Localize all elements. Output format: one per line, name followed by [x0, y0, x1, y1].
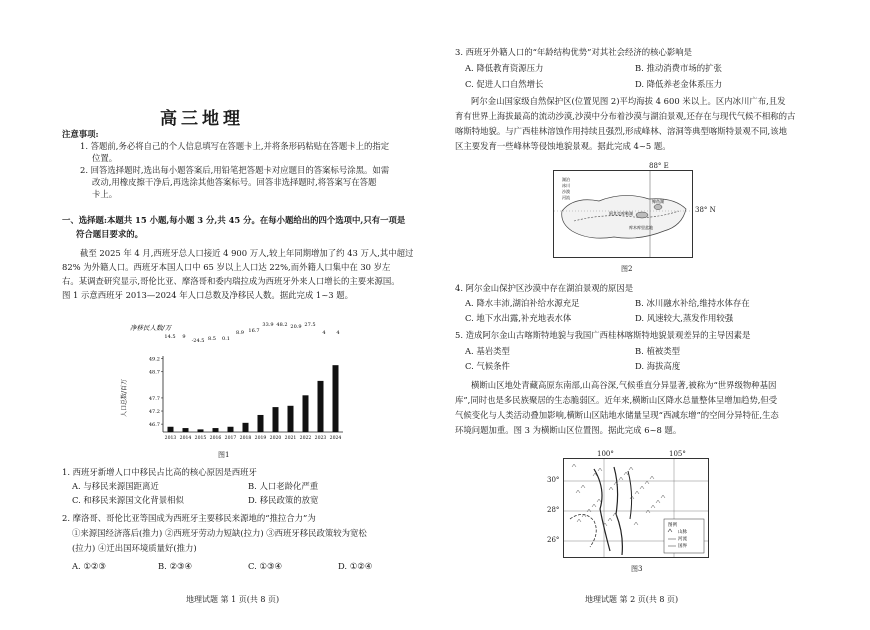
- mountain-symbol: [598, 468, 602, 471]
- passage2-line: 阿尔金山国家级自然保护区(位置见图 2)平均海拔 4 600 米以上。区内冰川广布,且发: [471, 96, 786, 106]
- population-bar: [333, 365, 339, 432]
- section-heading: 一、选择题:本题共 15 小题,每小题 3 分,共 45 分。在每小题给出的四个选项中,只有一项是: [62, 215, 406, 225]
- question-3: 3. 西班牙外籍人口的“年龄结构优势”对其社会经济的核心影响是: [455, 47, 692, 57]
- q2-option-b[interactable]: B. ②③④: [158, 561, 193, 571]
- net-migration-value: -24.5: [191, 338, 205, 344]
- lat-label: 26°: [547, 536, 560, 544]
- y-ticks: [149, 357, 163, 429]
- net-migration-value: 48.2: [276, 322, 288, 328]
- y-tick-label: 48.7: [148, 369, 160, 376]
- map-label: 鲸鱼湖: [652, 199, 664, 204]
- population-bar: [243, 423, 249, 432]
- legend-item: 湖泊: [562, 177, 570, 182]
- notice-heading: 注意事项:: [62, 129, 99, 139]
- passage-line: 截至 2025 年 4 月,西班牙总人口接近 4 900 万人,较上年同期增加了约 43 万人,其中超过: [80, 248, 414, 258]
- net-migration-value: 4: [322, 330, 326, 336]
- net-migration-value: 33.9: [262, 322, 274, 328]
- q3-option-d[interactable]: D. 降低养老金体系压力: [635, 79, 723, 89]
- population-bar: [258, 415, 264, 432]
- y-tick-label: 47.7: [148, 395, 160, 402]
- mountain-symbol: [656, 500, 660, 503]
- mountain-symbol: [635, 491, 639, 494]
- year-tick-label: 2017: [224, 436, 237, 441]
- figure2-map: [553, 170, 693, 258]
- mountain-symbol: [609, 487, 613, 490]
- legend-item: 沙漠: [562, 189, 570, 194]
- mountain-symbol: [651, 505, 655, 508]
- question-5: 5. 造成阿尔金山古喀斯特地貌与我国广西桂林喀斯特地貌景观差异的主导因素是: [455, 330, 751, 340]
- map-label: 库木库里盆地: [629, 225, 653, 230]
- year-tick-label: 2016: [209, 436, 222, 441]
- lon-label: 105°: [669, 450, 686, 458]
- question-4: 4. 阿尔金山保护区沙漠中存在湖泊景观的原因是: [455, 283, 634, 293]
- q2-statements: (拉力) ④迁出国环境质量好(推力): [72, 543, 197, 553]
- year-tick-label: 2022: [299, 436, 312, 441]
- mountain-symbol: [645, 481, 649, 484]
- net-migration-value: 14.5: [164, 334, 176, 340]
- net-migration-value: 8.9: [236, 330, 244, 336]
- year-tick-label: 2024: [329, 436, 342, 441]
- net-migration-value: 8.5: [208, 336, 216, 342]
- net-migration-value: 0.1: [222, 336, 230, 342]
- mountain-symbol: [581, 485, 585, 488]
- year-tick-label: 2013: [164, 436, 177, 441]
- legend-item: 山脉: [678, 530, 687, 535]
- mountain-symbol: [619, 477, 623, 480]
- q2-option-d[interactable]: D. ①②④: [338, 561, 373, 571]
- q3-option-c[interactable]: C. 促进人口自然增长: [465, 79, 544, 89]
- q5-option-a[interactable]: A. 基岩类型: [465, 346, 510, 356]
- lat-label: 28°: [547, 506, 560, 514]
- q5-option-c[interactable]: C. 气候条件: [465, 361, 510, 371]
- longitude-label: 88° E: [649, 162, 669, 170]
- passage3-line: 环境问题加重。图 3 为横断山区位置图。据此完成 6~8 题。: [455, 425, 682, 435]
- passage3-line: 库”,同时也是多民族聚居的生态脆弱区。近年来,横断山区降水总量整体呈增加趋势,但受: [455, 395, 778, 405]
- population-axis-label: 人口总数/百万: [121, 378, 128, 418]
- net-migration-value: 20.9: [290, 324, 302, 330]
- notice-line: 1. 答题前,务必将自己的个人信息填写在答题卡上,并将条形码粘贴在答题卡上的指定: [80, 141, 390, 151]
- river: [628, 471, 632, 519]
- mountain-symbol: [608, 518, 612, 521]
- population-bar: [273, 407, 279, 432]
- figure3-map: [563, 458, 709, 558]
- mountain-symbol: [629, 467, 633, 470]
- passage3-line: 气候变化与人类活动叠加影响,横断山区陆地水储量呈现“西减东增”的空间分异特征,生态: [455, 410, 779, 420]
- river: [594, 469, 610, 551]
- map-label: 阿其克库勒湖: [609, 211, 633, 216]
- mountain-symbol: [640, 486, 644, 489]
- q1-option-b[interactable]: B. 人口老龄化严重: [248, 481, 319, 491]
- q4-option-b[interactable]: B. 冰川融水补给,维持水体存在: [635, 298, 750, 308]
- population-bar: [213, 428, 219, 432]
- y-tick-label: 46.7: [148, 422, 160, 429]
- population-bar: [288, 406, 294, 432]
- q1-option-a[interactable]: A. 与移民来源国距离近: [72, 481, 159, 491]
- passage2-line: 区主要发育一些峰林等侵蚀地貌景观。据此完成 4~5 题。: [455, 141, 671, 151]
- population-bar: [303, 395, 309, 432]
- year-tick-label: 2021: [284, 436, 297, 441]
- mountain-symbol: [576, 490, 580, 493]
- question-1: 1. 西班牙新增人口中移民占比高的核心原因是西班牙: [62, 467, 257, 477]
- year-tick-label: 2023: [314, 436, 327, 441]
- exam-title: 高三地理: [160, 109, 244, 129]
- passage2-line: 喀斯特地貌。与广西桂林溶蚀作用持续且强烈,形成峰林、溶洞等典型喀斯特景观不同,该地: [455, 126, 787, 136]
- population-bar: [318, 381, 324, 432]
- mountain-symbol: [624, 472, 628, 475]
- net-migration-value: 9: [182, 334, 186, 340]
- q3-option-b[interactable]: B. 推动消费市场的扩张: [635, 63, 722, 73]
- passage2-line: 育有世界上海拔最高的流动沙漠,沙漠中分布着沙漠与湖泊景观,还存在与现代气候不相称的古: [455, 111, 796, 121]
- page-footer: 地理试题 第 1 页(共 8 页): [186, 595, 280, 604]
- reserve-boundary: [562, 195, 686, 238]
- mountain-symbol: [646, 510, 650, 513]
- legend-item: 国界: [678, 544, 687, 549]
- q4-option-a[interactable]: A. 降水丰沛,湖泊补给水源充足: [465, 298, 580, 308]
- q2-option-a[interactable]: A. ①②③: [72, 561, 106, 571]
- figure3-caption: 图3: [631, 565, 643, 573]
- passage3-line: 横断山区地处青藏高原东南部,山高谷深,气候垂直分异显著,被称为“世界级物种基因: [471, 380, 777, 390]
- passage-line: 82% 为外籍人口。西班牙本国人口中 65 岁以上人口达 22%,而外籍人口集中在 30 岁左: [62, 262, 391, 272]
- page-footer: 地理试题 第 2 页(共 8 页): [585, 595, 679, 604]
- net-migration-label: 净移民人数/万: [130, 324, 172, 332]
- section-heading: 符合题目要求的。: [76, 229, 143, 239]
- mountain-symbol: [650, 476, 654, 479]
- y-tick-label: 49.2: [148, 356, 160, 363]
- lon-label: 100°: [597, 450, 614, 458]
- notice-line: 卡上。: [92, 189, 118, 199]
- legend-item: 图例: [668, 523, 677, 528]
- q4-option-d[interactable]: D. 风速较大,蒸发作用较强: [635, 313, 734, 323]
- question-2: 2. 摩洛哥、哥伦比亚等国成为西班牙主要移民来源地的“推拉合力”为: [62, 513, 316, 523]
- figure1-chart: [118, 308, 358, 448]
- right-page: [435, 0, 870, 630]
- q1-option-c[interactable]: C. 和移民来源国文化背景相似: [72, 495, 184, 505]
- mountain-symbol: [597, 499, 601, 502]
- q1-option-d[interactable]: D. 移民政策的放宽: [248, 495, 319, 505]
- lat-label: 30°: [547, 476, 560, 484]
- mountain-symbol: [572, 464, 576, 467]
- mountain-symbol: [661, 495, 665, 498]
- q2-statements: ①来源国经济落后(推力) ②西班牙劳动力短缺(拉力) ③西班牙移民政策较为宽松: [72, 528, 367, 538]
- population-bar: [198, 429, 204, 432]
- y-tick-label: 47.2: [148, 409, 160, 416]
- net-migration-value: 16.7: [248, 328, 260, 334]
- border: [570, 514, 596, 547]
- population-bar: [228, 427, 234, 432]
- year-tick-label: 2014: [179, 436, 192, 441]
- legend-item: 河流: [678, 537, 687, 542]
- figure2-caption: 图2: [621, 265, 633, 273]
- mountain-symbol: [634, 522, 638, 525]
- q5-option-d[interactable]: D. 海拔高度: [635, 361, 681, 371]
- q4-option-c[interactable]: C. 地下水出露,补充地表水体: [465, 313, 572, 323]
- mountain-symbol: [577, 519, 581, 522]
- mountain-symbols: [572, 464, 665, 526]
- legend-item: 河流: [562, 195, 570, 200]
- figure1-caption: 图1: [218, 451, 230, 459]
- mountain-symbol: [587, 509, 591, 512]
- population-bar: [183, 428, 189, 432]
- notice-line: 2. 回答选择题时,选出每小题答案后,用铅笔把答题卡对应题目的答案标号涂黑。如需: [80, 165, 390, 175]
- notice-line: 位置。: [92, 153, 118, 163]
- population-bar: [168, 427, 174, 432]
- year-tick-label: 2020: [269, 436, 282, 441]
- year-tick-label: 2019: [254, 436, 267, 441]
- population-bars: [168, 365, 339, 432]
- lake: [636, 212, 648, 218]
- passage-line: 右。某调查研究显示,哥伦比亚、摩洛哥和委内瑞拉成为西班牙外来人口增长的主要来源国。: [62, 276, 400, 286]
- year-tick-label: 2018: [239, 436, 252, 441]
- notice-line: 改动,用橡皮擦干净后,再选涂其他答案标号。回答非选择题时,将答案写在答题: [92, 177, 377, 187]
- passage-line: 图 1 示意西班牙 2013—2024 年人口总数及净移民人数。据此完成 1~3 题。: [62, 290, 353, 300]
- mountain-symbol: [592, 504, 596, 507]
- q3-option-a[interactable]: A. 降低教育资源压力: [465, 63, 544, 73]
- legend-item: 冰川: [562, 183, 570, 188]
- q5-option-b[interactable]: B. 植被类型: [635, 346, 680, 356]
- net-migration-values: [164, 322, 339, 344]
- net-migration-value: 4: [336, 330, 340, 336]
- year-tick-label: 2015: [194, 436, 207, 441]
- lake: [654, 205, 662, 210]
- latitude-label: 38° N: [695, 206, 716, 214]
- net-migration-value: 27.5: [304, 322, 316, 328]
- q2-option-c[interactable]: C. ①③④: [248, 561, 282, 571]
- year-labels: [165, 435, 342, 441]
